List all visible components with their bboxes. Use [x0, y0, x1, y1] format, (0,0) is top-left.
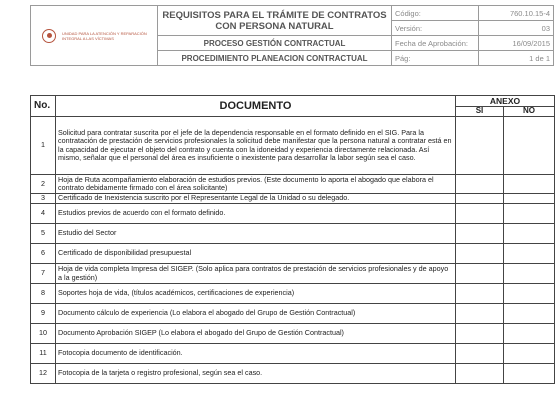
table-row — [31, 264, 555, 284]
row-document: Soportes hoja de vida, (títulos académicos, certificaciones de experiencia) — [56, 284, 456, 304]
si-checkbox[interactable] — [456, 344, 504, 364]
row-document: Fotocopia documento de identificación. — [56, 344, 456, 364]
row-number: 8 — [31, 284, 56, 304]
no-checkbox[interactable] — [504, 324, 555, 344]
row-number: 3 — [31, 194, 56, 204]
no-checkbox[interactable] — [504, 244, 555, 264]
procedure-name: PROCEDIMIENTO PLANEACION CONTRACTUAL — [158, 51, 392, 66]
pag-value: 1 de 1 — [479, 51, 554, 66]
no-checkbox[interactable] — [504, 204, 555, 224]
no-checkbox[interactable] — [504, 344, 555, 364]
row-number: 9 — [31, 304, 56, 324]
no-checkbox[interactable] — [504, 175, 555, 194]
si-checkbox[interactable] — [456, 264, 504, 284]
column-header-documento: DOCUMENTO — [56, 96, 456, 117]
fecha-value: 16/09/2015 — [479, 36, 554, 51]
codigo-label: Código: — [392, 6, 479, 21]
no-checkbox[interactable] — [504, 117, 555, 175]
organization-logo — [34, 29, 154, 43]
row-number: 6 — [31, 244, 56, 264]
table-row — [31, 244, 555, 264]
row-document: Documento Aprobación SIGEP (Lo elabora el abogado del Grupo de Gestión Contractual) — [56, 324, 456, 344]
si-checkbox[interactable] — [456, 224, 504, 244]
requirements-table — [30, 95, 555, 384]
si-checkbox[interactable] — [456, 194, 504, 204]
table-row — [31, 304, 555, 324]
row-number: 11 — [31, 344, 56, 364]
si-checkbox[interactable] — [456, 284, 504, 304]
document-title: REQUISITOS PARA EL TRÁMITE DE CONTRATOS CON PERSONA NATURAL — [158, 6, 392, 36]
row-number: 12 — [31, 364, 56, 384]
no-checkbox[interactable] — [504, 284, 555, 304]
table-row — [31, 364, 555, 384]
version-value: 03 — [479, 21, 554, 36]
no-checkbox[interactable] — [504, 264, 555, 284]
si-checkbox[interactable] — [456, 364, 504, 384]
fecha-label: Fecha de Aprobación: — [392, 36, 479, 51]
si-checkbox[interactable] — [456, 175, 504, 194]
table-row — [31, 324, 555, 344]
row-document: Estudio del Sector — [56, 224, 456, 244]
row-number: 1 — [31, 117, 56, 175]
row-document: Estudios previos de acuerdo con el formato definido. — [56, 204, 456, 224]
seal-icon — [42, 29, 56, 43]
logo-cell — [31, 6, 158, 66]
column-header-anexo: ANEXO — [456, 96, 555, 107]
table-row — [31, 204, 555, 224]
document-header — [30, 5, 554, 66]
row-number: 7 — [31, 264, 56, 284]
row-document: Certificado de disponibilidad presupuestal — [56, 244, 456, 264]
codigo-value: 760.10.15-4 — [479, 6, 554, 21]
pag-label: Pág: — [392, 51, 479, 66]
no-checkbox[interactable] — [504, 224, 555, 244]
table-row — [31, 344, 555, 364]
row-document: Hoja de vida completa Impresa del SIGEP. (Solo aplica para contratos de prestación de servicios profesionales y de apoyo a la gestión) — [56, 264, 456, 284]
row-number: 4 — [31, 204, 56, 224]
row-document: Fotocopia de la tarjeta o registro profesional, según sea el caso. — [56, 364, 456, 384]
si-checkbox[interactable] — [456, 204, 504, 224]
table-row — [31, 194, 555, 204]
si-checkbox[interactable] — [456, 117, 504, 175]
table-row — [31, 117, 555, 175]
process-name: PROCESO GESTIÓN CONTRACTUAL — [158, 36, 392, 51]
table-row — [31, 284, 555, 304]
column-header-no-sub: NO — [504, 107, 555, 117]
row-number: 5 — [31, 224, 56, 244]
row-document: Documento cálculo de experiencia (Lo elabora el abogado del Grupo de Gestión Contractual) — [56, 304, 456, 324]
version-label: Versión: — [392, 21, 479, 36]
si-checkbox[interactable] — [456, 244, 504, 264]
row-number: 10 — [31, 324, 56, 344]
table-row — [31, 224, 555, 244]
si-checkbox[interactable] — [456, 324, 504, 344]
row-document: Hoja de Ruta acompañamiento elaboración de estudios previos. (Este documento lo aporta el abogado que elabora el contrato debidamente firmado con el área solicitante) — [56, 175, 456, 194]
column-header-si: SI — [456, 107, 504, 117]
row-number: 2 — [31, 175, 56, 194]
table-row — [31, 175, 555, 194]
organization-name: UNIDAD PARA LA ATENCIÓN Y REPARACIÓN INTEGRAL A LAS VÍCTIMAS — [62, 30, 147, 41]
column-header-no: No. — [31, 96, 56, 117]
no-checkbox[interactable] — [504, 364, 555, 384]
no-checkbox[interactable] — [504, 194, 555, 204]
row-document: Solicitud para contratar suscrita por el jefe de la dependencia responsable en el formato definido en el SIG. Para la contratación de prestación de servicios profesionales la solicitud debe manifestar que la persona natural a contratar está en la capacidad de ejecutar el objeto del contrato y cuenta con la idoneidad y experiencia directamente relacionada. Así mismo, señalar que el personal del área es insuficiente o inexistente para desarrollar la labor según sea el caso. — [56, 117, 456, 175]
si-checkbox[interactable] — [456, 304, 504, 324]
row-document: Certificado de Inexistencia suscrito por el Representante Legal de la Unidad o su delegado. — [56, 194, 456, 204]
no-checkbox[interactable] — [504, 304, 555, 324]
